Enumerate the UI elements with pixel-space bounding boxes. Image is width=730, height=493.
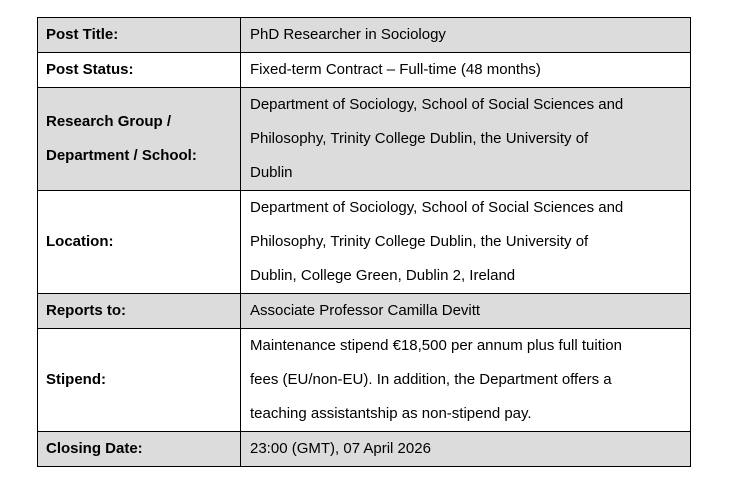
post-title-value-text: PhD Researcher in Sociology [250,26,446,43]
post-title-label-text: Post Title: [46,26,119,43]
research-group-value-line-1: Department of Sociology, School of Social Sciences and [250,96,624,113]
research-group-value-line-2: Philosophy, Trinity College Dublin, the University of [250,130,589,147]
row-reports-to [38,294,691,329]
row-post-status [38,53,691,88]
reports-to-value-text: Associate Professor Camilla Devitt [250,302,481,319]
post-status-value [241,53,691,88]
reports-to-label-text: Reports to: [46,302,126,319]
location-label-text: Location: [46,233,114,250]
post-status-label-text: Post Status: [46,61,134,78]
closing-date-value [241,432,691,467]
stipend-value-line-1: Maintenance stipend €18,500 per annum plus full tuition [250,337,622,354]
research-group-label-line-1: Research Group / [46,113,172,130]
reports-to-value [241,294,691,329]
location-value [241,191,691,294]
post-title-value [241,18,691,53]
location-value-line-2: Philosophy, Trinity College Dublin, the University of [250,233,589,250]
row-location [38,191,691,294]
reports-to-label [38,294,241,329]
research-group-value [241,88,691,191]
location-value-line-1: Department of Sociology, School of Social Sciences and [250,199,624,216]
research-group-label-line-2: Department / School: [46,147,197,164]
post-status-label [38,53,241,88]
stipend-value-line-2: fees (EU/non-EU). In addition, the Department offers a [250,371,612,388]
location-value-line-3: Dublin, College Green, Dublin 2, Ireland [250,267,516,284]
job-details-table [37,17,691,467]
row-stipend [38,329,691,432]
row-closing-date [38,432,691,467]
post-title-label [38,18,241,53]
row-research-group [38,88,691,191]
location-label [38,191,241,294]
stipend-value [241,329,691,432]
research-group-value-line-3: Dublin [250,164,293,181]
stipend-label [38,329,241,432]
closing-date-label-text: Closing Date: [46,440,143,457]
stipend-value-line-3: teaching assistantship as non-stipend pay. [250,405,532,422]
closing-date-label [38,432,241,467]
row-post-title [38,18,691,53]
post-status-value-text: Fixed-term Contract – Full-time (48 months) [250,61,541,78]
research-group-label [38,88,241,191]
stipend-label-text: Stipend: [46,371,106,388]
closing-date-value-text: 23:00 (GMT), 07 April 2026 [250,440,431,457]
